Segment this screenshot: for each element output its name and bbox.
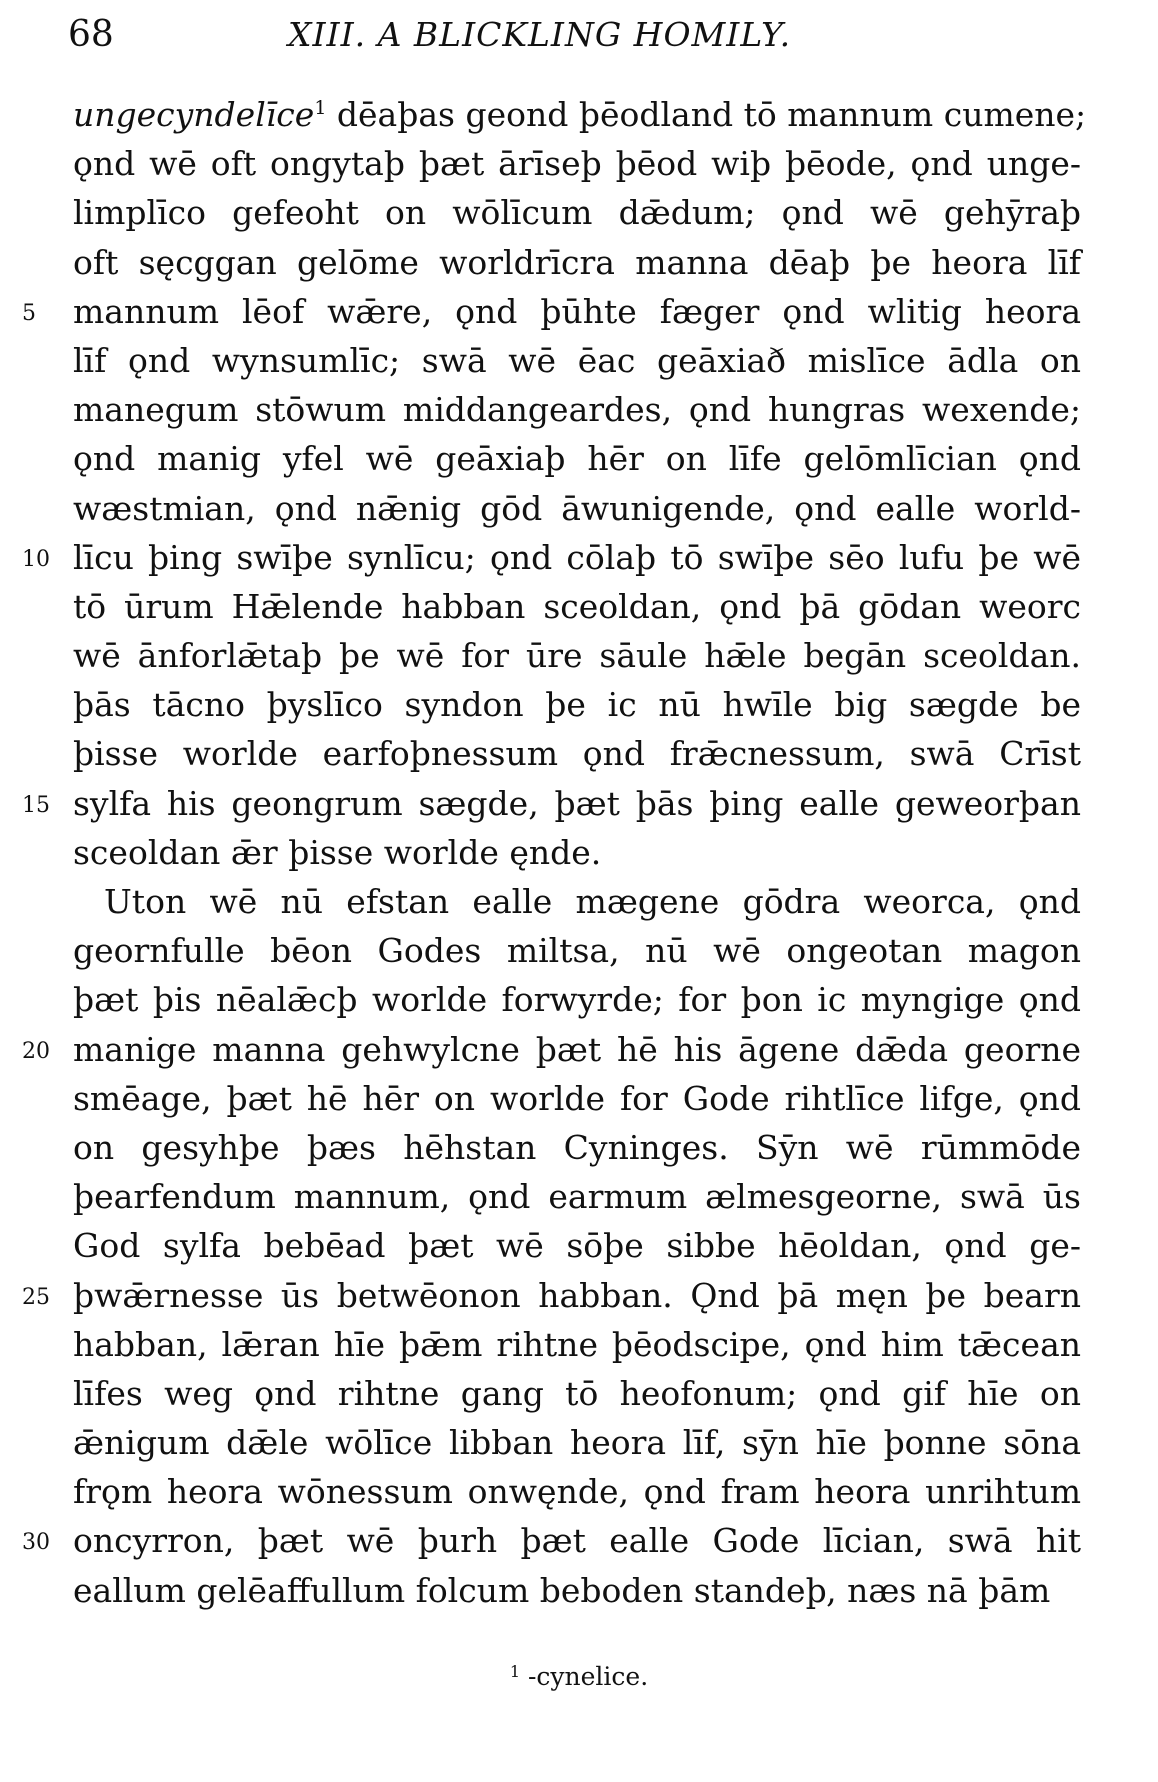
text-line xyxy=(0,188,1158,237)
line-text: līf ǫnd wynsumlīc; swā wē ēac geāxiað mislīce ādla on xyxy=(73,340,1081,380)
line-text: manegum stōwum middangeardes, ǫnd hungras wexende; xyxy=(73,390,1081,430)
text-line xyxy=(0,631,1158,680)
line-first-word: ungecyndelīce xyxy=(73,95,315,134)
line-text: mannum lēof wǣre, ǫnd þūhte fæger ǫnd wlitig heora xyxy=(73,291,1081,331)
line-text: līfes weg ǫnd rihtne gang tō heofonum; ǫnd gif hīe on xyxy=(73,1373,1081,1413)
text-line xyxy=(0,1025,1158,1074)
line-number: 30 xyxy=(22,1530,50,1556)
text-line xyxy=(0,90,1158,139)
line-text: tō ūrum Hǣlende habban sceoldan, ǫnd þā gōdan weorc xyxy=(73,586,1081,626)
line-text: geornfulle bēon Godes miltsa, nū wē ongeotan magon xyxy=(73,931,1081,971)
line-text: þwǣrnesse ūs betwēonon habban. Ǫnd þā męn þe bearn xyxy=(73,1275,1081,1315)
line-text: þisse worlde earfoþnessum ǫnd frǣcnessum, swā Crīst xyxy=(73,734,1081,774)
text-line xyxy=(0,1467,1158,1516)
text-line xyxy=(0,1566,1158,1615)
text-line xyxy=(0,680,1158,729)
line-text: wæstmian, ǫnd nǣnig gōd āwunigende, ǫnd ealle world- xyxy=(73,488,1081,528)
line-text: God sylfa bebēad þæt wē sōþe sibbe hēoldan, ǫnd ge- xyxy=(73,1226,1081,1266)
line-text: ǫnd manig yfel wē geāxiaþ hēr on līfe gelōmlīcian ǫnd xyxy=(73,439,1081,479)
text-line xyxy=(0,139,1158,188)
text-line xyxy=(0,1074,1158,1123)
line-text: frǫm heora wōnessum onwęnde, ǫnd fram heora unrihtum xyxy=(73,1472,1081,1512)
line-text xyxy=(73,90,1087,139)
text-line xyxy=(0,828,1158,877)
line-number: 10 xyxy=(22,546,50,572)
line-text: ǫnd wē oft ongytaþ þæt ārīseþ þēod wiþ þēode, ǫnd unge- xyxy=(73,144,1081,184)
line-text: oncyrron, þæt wē þurh þæt ealle Gode līcian, swā hit xyxy=(73,1521,1081,1561)
line-text: on gesyhþe þæs hēhstan Cyninges. Sȳn wē rūmmōde xyxy=(73,1127,1081,1167)
footnote-text: -cynelice. xyxy=(520,1662,649,1691)
page-number: 68 xyxy=(68,14,114,55)
text-line xyxy=(0,287,1158,336)
line-text: sylfa his geongrum sægde, þæt þās þing ealle geweorþan xyxy=(73,783,1081,823)
text-line xyxy=(0,975,1158,1024)
line-text: wē ānforlǣtaþ þe wē for ūre sāule hǣle begān sceoldan. xyxy=(73,636,1081,676)
text-line xyxy=(0,484,1158,533)
text-line xyxy=(0,1221,1158,1270)
line-text: Uton wē nū efstan ealle mægene gōdra weorca, ǫnd xyxy=(104,882,1081,921)
text-line xyxy=(0,926,1158,975)
line-text: ǣnigum dǣle wōlīce libban heora līf, sȳn hīe þonne sōna xyxy=(73,1423,1081,1463)
text-line xyxy=(0,434,1158,483)
text-line xyxy=(0,1516,1158,1565)
text-line xyxy=(0,336,1158,385)
line-text: smēage, þæt hē hēr on worlde for Gode rihtlīce lifge, ǫnd xyxy=(73,1078,1081,1118)
page-header xyxy=(68,10,1078,60)
line-text: eallum gelēaffullum folcum beboden standeþ, næs nā þām xyxy=(73,1570,1051,1610)
line-number: 20 xyxy=(22,1038,50,1064)
text-line xyxy=(0,582,1158,631)
line-text: oft sęcggan gelōme worldrīcra manna dēaþ þe heora līf xyxy=(73,242,1081,282)
text-line xyxy=(0,779,1158,828)
text-line xyxy=(0,729,1158,778)
footnote-marker: 1 xyxy=(509,1662,521,1681)
footnote-reference: 1 xyxy=(314,97,327,119)
text-line xyxy=(0,1172,1158,1221)
line-text: habban, lǣran hīe þǣm rihtne þēodscipe, ǫnd him tǣcean xyxy=(73,1324,1081,1364)
line-text: limplīco gefeoht on wōlīcum dǣdum; ǫnd wē gehȳraþ xyxy=(73,193,1081,233)
line-number: 25 xyxy=(22,1284,50,1310)
line-text: līcu þing swīþe synlīcu; ǫnd cōlaþ tō swīþe sēo lufu þe wē xyxy=(73,537,1081,577)
text-line xyxy=(0,385,1158,434)
text-line xyxy=(0,238,1158,287)
line-text: sceoldan ǣr þisse worlde ęnde. xyxy=(73,832,602,872)
text-line xyxy=(0,1320,1158,1369)
footnote xyxy=(0,1660,1158,1694)
line-number: 15 xyxy=(22,792,50,818)
text-line xyxy=(0,533,1158,582)
line-text: þæt þis nēalǣcþ worlde forwyrde; for þon ic myngige ǫnd xyxy=(73,980,1081,1020)
line-number: 5 xyxy=(22,300,36,326)
text-line xyxy=(0,1418,1158,1467)
line-text: þās tācno þyslīco syndon þe ic nū hwīle big sægde be xyxy=(73,685,1081,725)
text-line xyxy=(0,1123,1158,1172)
text-line xyxy=(0,877,1158,926)
line-text: þearfendum mannum, ǫnd earmum ælmesgeorne, swā ūs xyxy=(73,1177,1081,1217)
text-line xyxy=(0,1369,1158,1418)
line-rest: dēaþas geond þēodland tō mannum cumene; xyxy=(326,95,1087,134)
line-text: manige manna gehwylcne þæt hē his āgene dǣda georne xyxy=(73,1029,1081,1069)
homily-text xyxy=(0,90,1158,1615)
running-head: XIII. A BLICKLING HOMILY. xyxy=(288,15,792,54)
text-line xyxy=(0,1271,1158,1320)
